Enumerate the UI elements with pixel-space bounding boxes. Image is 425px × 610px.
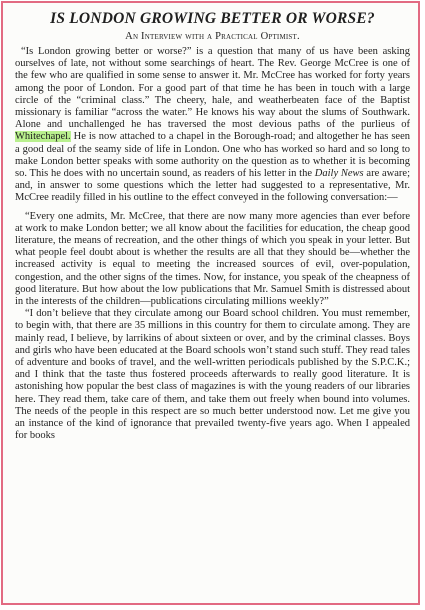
article-clipping (1, 1, 420, 605)
article-title: IS LONDON GROWING BETTER OR WORSE? (50, 10, 375, 27)
interviewee-answer: “I don’t believe that they circulate among our Board school children. You must remember, to begin with, that there are 35 millions in this country for them to circulate among. They are mainly read, I believe, by larrikins of about sixteen or over, and by the criminal classes. Boys and girls who have been educated at the Board schools won’t stand such stuff. They read tales of adventure and books of travel, and the well-written periodicals published by the S.P.C.K.; and I think that the taste thus fostered proceeds afterwards to really good literature. It is astonishing how popular the best class of magazines is with the young readers of our libraries here. They read them, take care of them, and take them out freely when bound into volumes. The needs of the people in this respect are so much better understood now. Let me give you an instance of the kind of ignorance that prevailed twenty-five years ago. When I appealed for books (15, 308, 410, 442)
intro-paragraph (15, 46, 410, 205)
article-body (3, 3, 418, 443)
article-subtitle: An Interview with a Practical Optimist. (125, 31, 300, 42)
interviewer-question: “Every one admits, Mr. McCree, that there are now many more agencies than ever before at work to make London better; we all know about the facilities for education, the cheap good literature, the means of recreation, and the other things of which you speak in your letter. But what people feel doubt about is whether the results are all that they should be—whether the increased activity is equal to meeting the increased sources of evil, over-population, congestion, and the other signs of the times. Now, for instance, you speak of the cheapness of good literature. But how about the low publications that Mr. Samuel Smith is distressed about in the interests of the children—publications circulating millions weekly?” (15, 210, 410, 308)
intro-text-part-3: are aware; and, in answer to some questions which the letter had suggested to a representative, Mr. McCree readily filled in his outline to the effect conveyed in the following conversation:— (15, 168, 410, 204)
highlighted-word: Whitechapel. (15, 131, 71, 143)
newspaper-name: Daily News (314, 168, 364, 180)
intro-text-part-2: He is now attached to a chapel in the Borough-road; and altogether he has seen a good deal of the seamy side of life in London. One who has worked so hard and so long to make London better speaks with some authority on the question as to whether it is becoming so. This he does with no uncertain sound, as readers of his letter in the (15, 131, 410, 180)
intro-text-part-1: “Is London growing better or worse?” is a question that many of us have been asking ourselves of late, not without some searchings of heart. The Rev. George McCree is one of the few who are qualified in some sense to answer it. Mr. McCree has worked for forty years among the poor of London. For a good part of that time he has been in touch with a large circle of the “criminal class.” The cheery, hale, and weatherbeaten face of the Baptist missionary is familiar “across the water.” He knows his way about the slums of Southwark. Alone and unchallenged he has traversed the most devious paths of the purlieus of (15, 46, 410, 131)
